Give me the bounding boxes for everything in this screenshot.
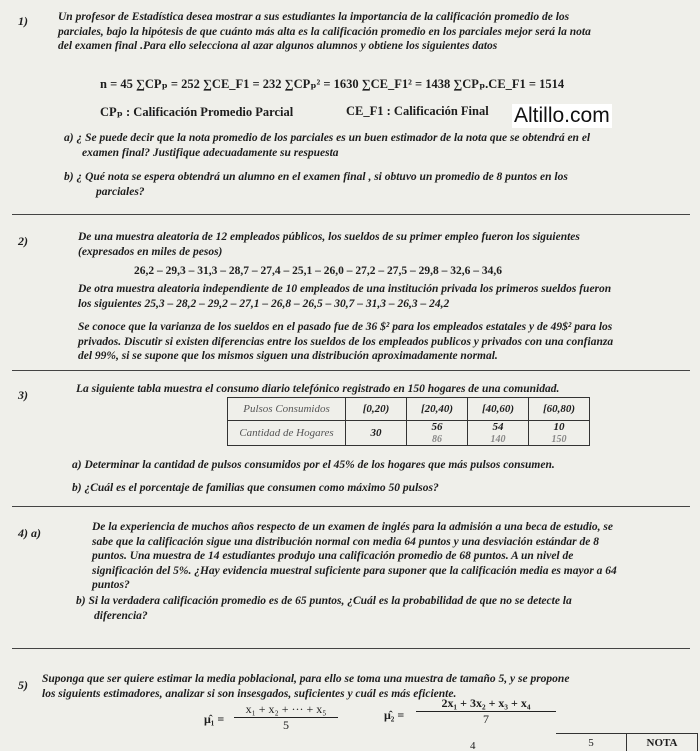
q5-text bbox=[42, 672, 688, 701]
q1-line: Un profesor de Estadística desea mostrar a sus estudiantes la importancia de la calificación promedio de los bbox=[58, 11, 570, 23]
interval-cell: [60,80) bbox=[529, 398, 590, 421]
q1-b-line: parciales? bbox=[96, 185, 145, 198]
estimator-1-lhs: μ̂₁ = bbox=[204, 712, 225, 726]
row-label-pulsos: Pulsos Consumidos bbox=[228, 398, 346, 421]
estimator-2-lhs: μ̂₂ = bbox=[384, 708, 405, 722]
estimator-2-denominator: 7 bbox=[483, 712, 489, 726]
q1-legend-cp: CPₚ : Calificación Promedio Parcial bbox=[100, 105, 294, 119]
q3-part-a: a) Determinar la cantidad de pulsos consumidos por el 45% de los hogares que más pulsos consumen. bbox=[72, 459, 555, 471]
q1-line: parciales, bajo la hipótesis de que cuánto más alta es la calificación promedio en los parciales mejor será la nota bbox=[58, 25, 591, 38]
estimator-1-fraction bbox=[234, 702, 338, 733]
estimator-1-numerator: x₁ + x₂ + ··· + x₅ bbox=[234, 702, 338, 718]
q4-part-b bbox=[76, 594, 698, 623]
handwritten-note: 86 bbox=[432, 434, 442, 445]
grade-cell-5: 5 bbox=[556, 733, 626, 751]
q4-b-line: diferencia? bbox=[94, 609, 148, 622]
count-cell bbox=[407, 421, 468, 446]
q2-line: De una muestra aleatoria de 12 empleados públicos, los sueldos de su primer empleo fueron los siguientes bbox=[78, 231, 580, 243]
question-1-number: 1) bbox=[18, 14, 28, 28]
estimator-2-numerator: 2x₁ + 3x₂ + x₃ + x₄ bbox=[416, 696, 556, 712]
interval-cell: [0,20) bbox=[346, 398, 407, 421]
q1-a-line: examen final? Justifique adecuadamente su respuesta bbox=[82, 146, 339, 159]
count-value: 56 bbox=[431, 421, 443, 433]
count-cell bbox=[346, 421, 407, 446]
count-cell bbox=[468, 421, 529, 446]
q4-line: De la experiencia de muchos años respecto de un examen de inglés para la admisión a una beca de estudio, se bbox=[92, 521, 613, 533]
q3-part-b: b) ¿Cuál es el porcentaje de familias que consumen como máximo 50 pulsos? bbox=[72, 482, 439, 494]
q1-part-b bbox=[64, 170, 696, 199]
q3-text: La siguiente tabla muestra el consumo diario telefónico registrado en 150 hogares de una comunidad. bbox=[76, 383, 560, 395]
table-row bbox=[228, 398, 590, 421]
grade-nota-cell: NOTA bbox=[626, 733, 698, 751]
interval-cell: [40,60) bbox=[468, 398, 529, 421]
estimator-1-denominator: 5 bbox=[283, 718, 289, 732]
estimator-2-fraction bbox=[416, 696, 556, 727]
q4-line: sabe que la calificación sigue una distribución normal con media 64 puntos y una desviación estándar de 8 bbox=[92, 535, 599, 548]
q2-line: De otra muestra aleatoria independiente de 10 empleados de una institución privada los primeros sueldos fueron bbox=[78, 283, 612, 295]
q2-line: del 99%, si se supone que los mismos siguen una distribución aproximadamente normal. bbox=[78, 350, 498, 362]
question-3-number: 3) bbox=[18, 388, 28, 402]
q1-b-line: b) ¿ Qué nota se espera obtendrá un alumno en el examen final , si obtuvo un promedio de 8 puntos en los bbox=[64, 171, 568, 183]
count-cell bbox=[529, 421, 590, 446]
q4-line: puntos. Una muestra de 14 estudiantes produjo una calificación promedio de 68 puntos. A un nivel de bbox=[92, 550, 574, 562]
frequency-table bbox=[227, 397, 590, 446]
question-4-number: 4) a) bbox=[18, 526, 41, 540]
q2-data-public: 26,2 – 29,3 – 31,3 – 28,7 – 27,4 – 25,1 – 26,0 – 27,2 – 27,5 – 29,8 – 32,6 – 34,6 bbox=[134, 265, 502, 277]
q2-line: (expresados en miles de pesos) bbox=[78, 245, 223, 258]
q1-line: del examen final .Para ello selecciona al azar algunos alumnos y obtiene los siguientes datos bbox=[58, 40, 498, 52]
q5-line: los siguients estimadores, analizar si son insesgados, suficientes y cuál es más eficiente. bbox=[42, 687, 457, 700]
table-row bbox=[228, 421, 590, 446]
q1-a-line: a) ¿ Se puede decir que la nota promedio de los parciales es un buen estimador de la nota que se obtendrá en el bbox=[64, 132, 591, 144]
q4-line: puntos? bbox=[92, 579, 130, 591]
altillo-watermark: Altillo.com bbox=[514, 104, 610, 127]
handwritten-note: 150 bbox=[551, 434, 567, 445]
q2-data-private: los siguientes 25,3 – 28,2 – 29,2 – 27,1 – 26,8 – 26,5 – 30,7 – 31,3 – 26,3 – 24,2 bbox=[78, 297, 450, 310]
q2-text bbox=[78, 230, 698, 259]
q2-line: privados. Discutir si existen diferencias entre los sueldos de los empleados publicos y privados con una confianza bbox=[78, 335, 614, 348]
handwritten-note: 140 bbox=[490, 434, 506, 445]
q2-line: Se conoce que la varianza de los sueldos en el pasado fue de 36 $² para los empleados estatales y de 49$² para los bbox=[78, 321, 613, 333]
q4-b-line: b) Si la verdadera calificación promedio es de 65 puntos, ¿Cuál es la probabilidad de que no se detecte la bbox=[76, 595, 572, 607]
count-value: 30 bbox=[370, 427, 382, 439]
question-2-block bbox=[12, 214, 690, 371]
question-2-number: 2) bbox=[18, 234, 28, 248]
q5-line: Suponga que ser quiere estimar la media poblacional, para ello se toma una muestra de tamaño 5, y se propone bbox=[42, 673, 570, 685]
q4-text bbox=[92, 520, 698, 593]
question-1-text bbox=[58, 10, 694, 54]
interval-cell: [20,40) bbox=[407, 398, 468, 421]
q1-part-a bbox=[64, 131, 696, 160]
q4-line: significación del 5%. ¿Hay evidencia muestral suficiente para suponer que la calificación media es mayor a 64 bbox=[92, 564, 617, 577]
q1-legend-ce: CE_F1 : Calificación Final bbox=[346, 104, 489, 118]
count-value: 10 bbox=[553, 421, 565, 433]
question-5-number: 5) bbox=[18, 678, 28, 692]
count-value: 54 bbox=[492, 421, 504, 433]
q1-formula: n = 45 ∑CPₚ = 252 ∑CE_F1 = 232 ∑CPₚ² = 1630 ∑CE_F1² = 1438 ∑CPₚ.CE_F1 = 1514 bbox=[100, 77, 565, 91]
grade-cell-4: 4 bbox=[470, 740, 476, 751]
q2-text-3 bbox=[78, 320, 698, 364]
row-label-hogares: Cantidad de Hogares bbox=[228, 421, 346, 446]
question-4-block bbox=[12, 506, 690, 649]
q2-text-2 bbox=[78, 282, 698, 311]
